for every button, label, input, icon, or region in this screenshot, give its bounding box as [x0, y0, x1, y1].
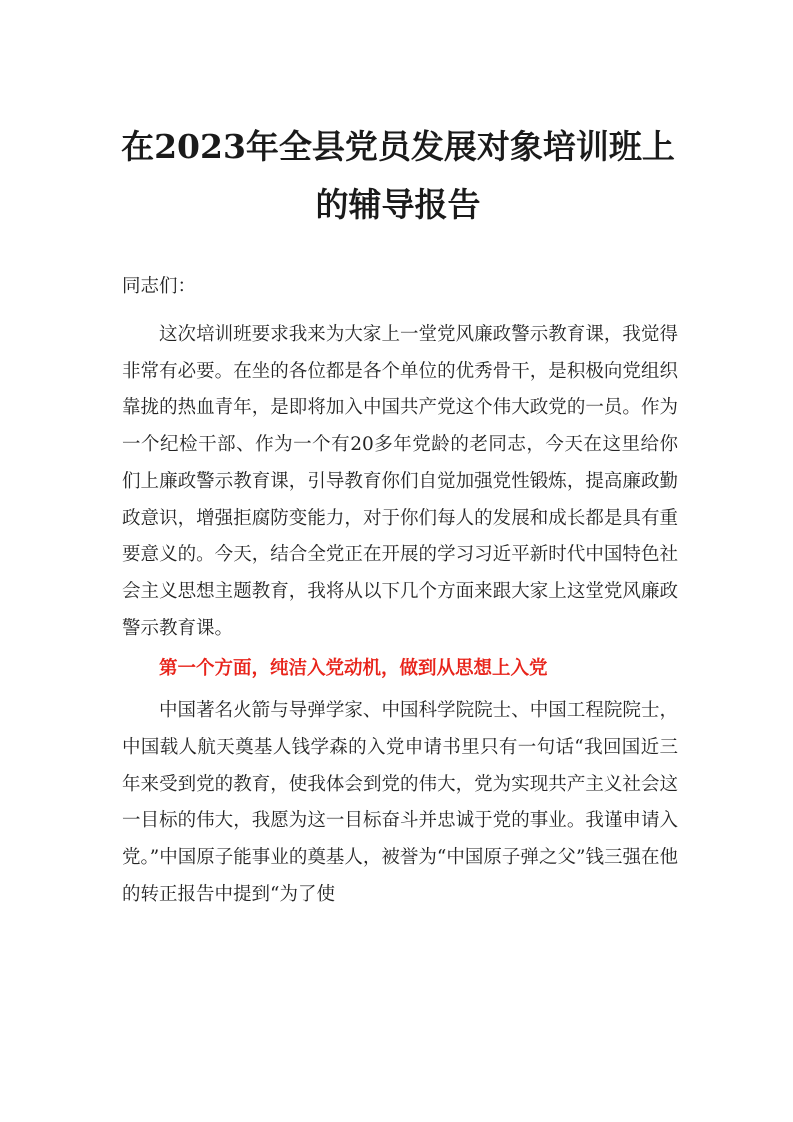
- greeting: 同志们：: [122, 276, 197, 297]
- document-title: 在2023年全县党员发展对象培训班上的辅导报告: [121, 127, 675, 224]
- intro-paragraph: 这次培训班要求我来为大家上一堂党风廉政警示教育课，我觉得非常有必要。在坐的各位都是各个单位的优秀骨干，是积极向党组织靠拢的热血青年，是即将加入中国共产党这个伟大政党的一员。作为一个纪检干部、作为一个有20多年党龄的老同志，今天在这里给你们上廉政警示教育课，引导教育你们自觉加强党性锻炼，提高廉政勤政意识，增强拒腐防变能力，对于你们每人的发展和成长都是具有重要意义的。今天，结合全党正在开展的学习习近平新时代中国特色社会主义思想主题教育，我将从以下几个方面来跟大家上这堂党风廉政警示教育课。: [122, 324, 678, 639]
- section-paragraph: 中国著名火箭与导弹学家、中国科学院院士、中国工程院院士，中国载人航天奠基人钱学森的入党申请书里只有一句话“我回国近三年来受到党的教育，使我体会到党的伟大，党为实现共产主义社会这一目标的伟大，我愿为这一目标奋斗并忠诚于党的事业。我谨申请入党。”中国原子能事业的奠基人，被誉为“中国原子弹之父”钱三强在他的转正报告中提到“为了使: [122, 700, 678, 905]
- section-heading: 第一个方面，纯洁入党动机，做到从思想上入党: [159, 658, 548, 680]
- document-body: [122, 267, 678, 914]
